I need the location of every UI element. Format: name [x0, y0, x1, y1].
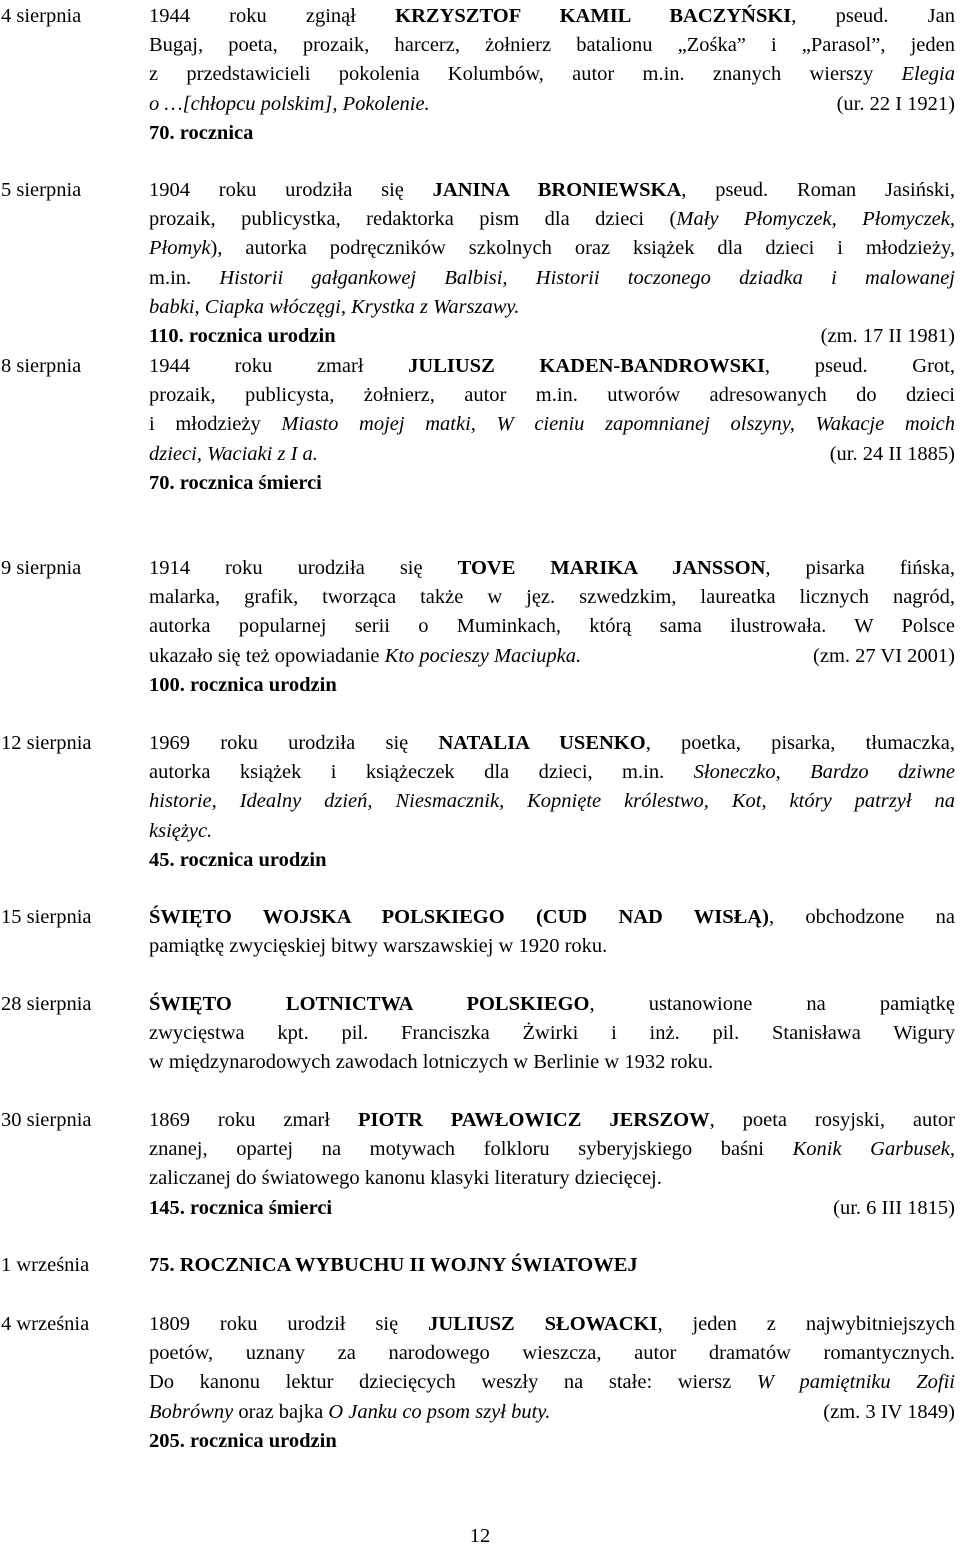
entry-date: 28 sierpnia [1, 993, 92, 1015]
anniversary-label: 70. rocznica [149, 121, 254, 144]
entry-line: dzieci, Waciaki z I a. (ur. 24 II 1885) [149, 440, 955, 469]
entry-date: 9 sierpnia [1, 557, 82, 579]
life-dates: (zm. 17 II 1981) [820, 325, 955, 348]
entry-date: 4 sierpnia [1, 5, 82, 27]
entry-line: historie, Idealny dzień, Niesmacznik, Kopnięte królestwo, Kot, który patrzył na [149, 790, 955, 813]
entry-date: 15 sierpnia [1, 906, 92, 928]
entry-text [149, 729, 955, 875]
anniversary-label: 70. rocznica śmierci [149, 471, 322, 494]
entry-text [149, 1106, 955, 1223]
entry-line: poetów, uznany za narodowego wieszcza, autor dramatów romantycznych. [149, 1342, 955, 1365]
entry-line [149, 1194, 955, 1223]
anniversary-label: 145. rocznica śmierci [149, 1196, 333, 1219]
anniversary-label: 110. rocznica urodzin [149, 325, 336, 348]
person-name: TOVE MARIKA JANSSON [457, 557, 766, 579]
entry-line: 1869 roku zmarł PIOTR PAWŁOWICZ JERSZOW, poeta rosyjski, autor [149, 1109, 955, 1131]
holiday-name: ŚWIĘTO WOJSKA POLSKIEGO (CUD NAD WISŁĄ) [149, 906, 769, 928]
entry-line: zaliczanej do światowego kanonu klasyki literatury dziecięcej. [149, 1167, 662, 1190]
entry-line: autorka książek i książeczek dla dzieci, m.in. Słoneczko, Bardzo dziwne [149, 761, 955, 784]
anniversary-label: 205. rocznica urodzin [149, 1429, 337, 1452]
person-name: JULIUSZ SŁOWACKI [428, 1313, 658, 1335]
entry-text [149, 1251, 955, 1280]
entry-line: prozaik, publicysta, żołnierz, autor m.in. utworów adresowanych do dzieci [149, 384, 955, 407]
entry-line: ŚWIĘTO LOTNICTWA POLSKIEGO, ustanowione na pamiątkę [149, 993, 955, 1015]
page-number: 12 [469, 1525, 491, 1547]
entry-text [149, 2, 955, 148]
entry-line: w międzynarodowych zawodach lotniczych w Berlinie w 1932 roku. [149, 1051, 714, 1074]
person-name: JULIUSZ KADEN-BANDROWSKI [408, 355, 765, 377]
entry-line: prozaik, publicystka, redaktorka pism dla dzieci (Mały Płomyczek, Płomyczek, [149, 208, 955, 231]
entry-line [149, 322, 955, 351]
entry-text [149, 352, 955, 498]
holiday-name: ŚWIĘTO LOTNICTWA POLSKIEGO [149, 993, 590, 1015]
entry-line: 1904 roku urodziła się JANINA BRONIEWSKA, pseud. Roman Jasiński, [149, 179, 955, 201]
entry-line: 1969 roku urodziła się NATALIA USENKO, poetka, pisarka, tłumaczka, [149, 732, 955, 754]
entry-line: znanej, opartej na motywach folkloru syberyjskiego baśni Konik Garbusek, [149, 1138, 955, 1161]
entry-line: babki, Ciapka włóczęgi, Krystka z Warszawy. [149, 295, 520, 318]
entry-date: 12 sierpnia [1, 732, 92, 754]
entry-line: malarka, grafik, tworząca także w jęz. szwedzkim, laureatka licznych nagród, [149, 586, 955, 609]
person-name: NATALIA USENKO [438, 732, 646, 754]
entry-line: Bugaj, poeta, prozaik, harcerz, żołnierz batalionu „Zośka” i „Parasol”, jeden [149, 34, 955, 57]
entry-date: 8 sierpnia [1, 355, 82, 377]
entry-text [149, 903, 955, 961]
entry-line: pamiątkę zwycięskiej bitwy warszawskiej w 1920 roku. [149, 935, 608, 958]
life-dates: (zm. 27 VI 2001) [813, 644, 955, 667]
entry-line: m.in. Historii gałgankowej Balbisi, Historii toczonego dziadka i malowanej [149, 266, 955, 289]
entry-text [149, 990, 955, 1078]
entry-line: 1809 roku urodził się JULIUSZ SŁOWACKI, jeden z najwybitniejszych [149, 1313, 955, 1335]
life-dates: (ur. 24 II 1885) [829, 442, 955, 465]
entry-line: autorka popularnej serii o Muminkach, którą sama ilustrowała. W Polsce [149, 615, 955, 638]
entry-line: ŚWIĘTO WOJSKA POLSKIEGO (CUD NAD WISŁĄ), obchodzone na [149, 906, 955, 928]
entry-date: 30 sierpnia [1, 1109, 92, 1131]
entry-line: Płomyk), autorka podręczników szkolnych oraz książek dla dzieci i młodzieży, [149, 237, 955, 260]
person-name: KRZYSZTOF KAMIL BACZYŃSKI [395, 5, 792, 27]
entry-text [149, 176, 955, 351]
entry-line: 1944 roku zginął KRZYSZTOF KAMIL BACZYŃSKI, pseud. Jan [149, 5, 955, 27]
entry-text [149, 1310, 955, 1456]
entry-line: o …[chłopcu polskim], Pokolenie. (ur. 22 I 1921) [149, 90, 955, 119]
entry-line: z przedstawicieli pokolenia Kolumbów, autor m.in. znanych wierszy Elegia [149, 63, 955, 86]
entry-date: 4 września [1, 1313, 90, 1335]
person-name: PIOTR PAWŁOWICZ JERSZOW [357, 1109, 710, 1131]
entry-line: zwycięstwa kpt. pil. Franciszka Żwirki i inż. pil. Stanisława Wigury [149, 1022, 955, 1045]
anniversary-label: 100. rocznica urodzin [149, 673, 337, 696]
entry-text [149, 554, 955, 700]
entry-line: księżyc. [149, 819, 213, 842]
entry-line: Do kanonu lektur dziecięcych weszły na stałe: wiersz W pamiętniku Zofii [149, 1371, 955, 1394]
entry-line: i młodzieży Miasto mojej matki, W cieniu zapomnianej olszyny, Wakacje moich [149, 413, 955, 436]
person-name: JANINA BRONIEWSKA [432, 179, 682, 201]
life-dates: (ur. 22 I 1921) [836, 92, 955, 115]
entry-line: 1914 roku urodziła się TOVE MARIKA JANSSON, pisarka fińska, [149, 557, 956, 579]
life-dates: (zm. 3 IV 1849) [823, 1400, 955, 1423]
anniversary-label: 75. ROCZNICA WYBUCHU II WOJNY ŚWIATOWEJ [149, 1254, 638, 1276]
anniversary-label: 45. rocznica urodzin [149, 848, 327, 871]
life-dates: (ur. 6 III 1815) [833, 1196, 955, 1219]
entry-date: 5 sierpnia [1, 179, 82, 201]
entry-line: 1944 roku zmarł JULIUSZ KADEN-BANDROWSKI, pseud. Grot, [149, 355, 955, 377]
entry-line: Bobrówny oraz bajka O Janku co psom szył buty. (zm. 3 IV 1849) [149, 1398, 955, 1427]
entry-line: ukazało się też opowiadanie Kto pocieszy Maciupka. (zm. 27 VI 2001) [149, 642, 955, 671]
entry-date: 1 września [1, 1254, 90, 1276]
